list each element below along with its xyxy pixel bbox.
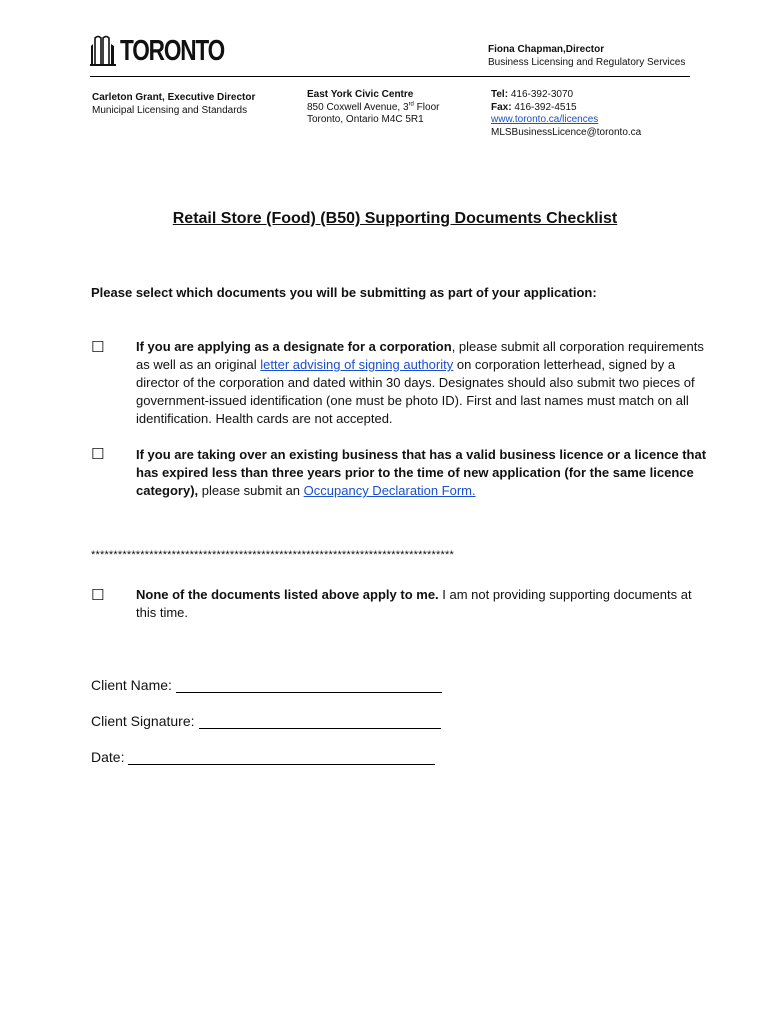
client-signature-label: Client Signature: (91, 713, 195, 729)
address-title: East York Civic Centre (307, 89, 414, 100)
separator-asterisks: ********************************************************************************* (91, 549, 454, 561)
director-block (488, 43, 685, 69)
checkbox-taking-over[interactable]: ☐ (91, 445, 105, 463)
address-line-2: Toronto, Ontario M4C 5R1 (307, 114, 424, 125)
checkbox-none-apply[interactable]: ☐ (91, 586, 105, 604)
director-name: Fiona Chapman,Director (488, 44, 605, 55)
checkbox-designate[interactable]: ☐ (91, 338, 105, 356)
client-name-field (91, 677, 442, 693)
client-signature-input-line[interactable] (199, 714, 441, 729)
website-link[interactable]: www.toronto.ca/licences (491, 114, 599, 125)
client-name-input-line[interactable] (176, 678, 442, 693)
address-block (307, 89, 439, 127)
toronto-logo (90, 34, 253, 66)
fax: Fax: 416-392-4515 (491, 101, 577, 113)
client-signature-field (91, 713, 441, 729)
executive-block (92, 92, 255, 117)
date-label: Date: (91, 749, 125, 765)
occupancy-declaration-link[interactable]: Occupancy Declaration Form. (303, 483, 476, 498)
checklist-item-taking-over: If you are taking over an existing business that has a valid business licence or a licence that has expired less than three years prior to the time of new application (for the same licence category), please submit an Occupancy Declaration Form. (136, 447, 707, 498)
checklist-item-none-apply: None of the documents listed above apply to me. I am not providing supporting documents at this time. (136, 587, 692, 620)
header-divider (90, 76, 690, 77)
logo-wordmark: TORONTO (120, 35, 225, 67)
executive-department: Municipal Licensing and Standards (92, 104, 248, 116)
signing-authority-link[interactable]: letter advising of signing authority (260, 357, 454, 372)
client-name-label: Client Name: (91, 677, 172, 693)
date-input-line[interactable] (128, 750, 435, 765)
date-field (91, 749, 435, 765)
contact-block (491, 89, 641, 139)
instruction-text: Please select which documents you will be submitting as part of your application: (91, 285, 597, 300)
page-title: Retail Store (Food) (B50) Supporting Documents Checklist (172, 210, 618, 227)
telephone: Tel: 416-392-3070 (491, 89, 574, 100)
checklist-item-designate: If you are applying as a designate for a corporation, please submit all corporation requirements as well as an original letter advising of signing authority on corporation letterhead, signed by a director of the corporation and dated within 30 days. Designates should also submit two pieces of government-issued identification (one must be photo ID). First and last names must match on all identification. Health cards are not accepted. (136, 339, 704, 426)
director-department: Business Licensing and Regulatory Services (488, 57, 686, 68)
city-hall-icon (90, 34, 116, 66)
address-line-1: 850 Coxwell Avenue, 3rd Floor (307, 101, 440, 113)
executive-name: Carleton Grant, Executive Director (92, 92, 256, 103)
email-address: MLSBusinessLicence@toronto.ca (491, 126, 642, 138)
